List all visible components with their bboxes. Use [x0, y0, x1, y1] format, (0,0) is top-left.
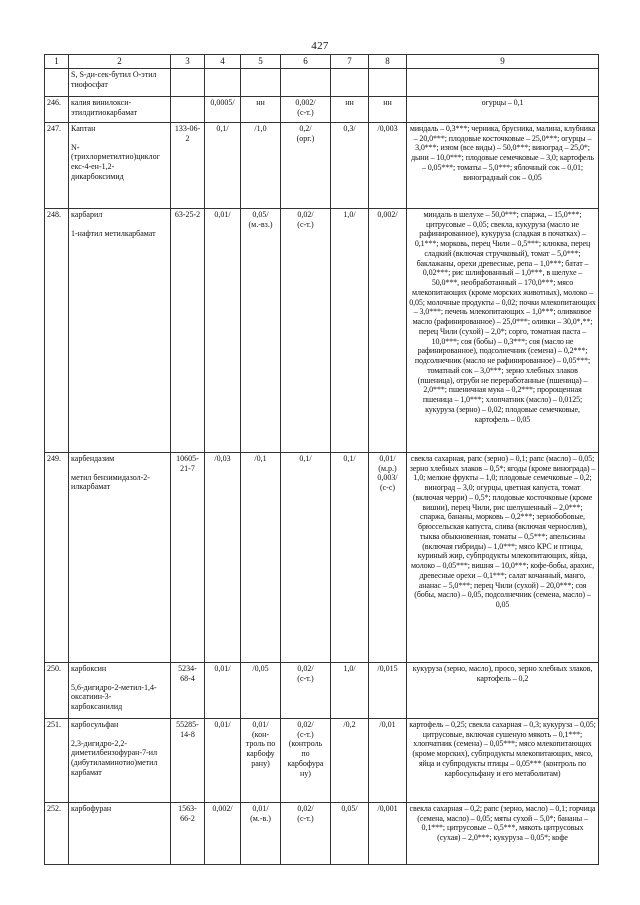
value-col4: 0,0005/: [205, 96, 241, 122]
value-col4: 0,01/: [205, 718, 241, 802]
col-header: 9: [407, 55, 599, 69]
col-header: 4: [205, 55, 241, 69]
name-line: карбамат: [71, 767, 102, 777]
usage-limits: кукуруза (зерно, масло), просо, зерно хлебных злаков, картофель – 0,2: [407, 662, 599, 718]
value-col4: 0,1/: [205, 122, 241, 208]
page-number: 427: [311, 40, 329, 52]
usage-limits: миндаль в шелухе – 50,0***; спаржа, – 15,0***; цитрусовые – 0,05; свекла, кукуруза (масло не рафинированное), кукуруза (сладкая в початках) – 0,1***; морковь, перец Чили – 0,5***; клюква, перец сладкий (включая стручковый), томат – 5,0***; баклажаны, орехи древесные, репа – 1,0***; батат – 0,02***; рис шлифованный – 1,0***, в шелухе – 50,0***, необработанный – 170,0***; мясо млекопитающих (кроме морских животных), молоко – 0,05; молочные продукты – 0,02; почки млекопитающих – 3,0***; печень млекопитающих – 1,0***; оливковое масло (рафинированное) – 25,0***; оливки – 30,0*,**; перец Чили (сухой) – 2,0*; сорго, томатная паста – 10,0***; соя (бобы) – 0,3***; соя (масло не рафинированное), подсолнечник (семена) – 0,2***; подсолнечник (масло не рафинированное) – 0,05***; томатный сок – 3,0***; зерно хлебных злаков (пшеница), отруби не переработанные (пшеница) – 2,0***; пшеничная мука – 0,2***; пророщенная пшеница – 1,0***; хлопчатник (масло) – 0,0125; кукуруза (зерно) – 0,02; плодовые семечковые, картофель – 0,05: [407, 208, 599, 452]
col-header: 7: [331, 55, 369, 69]
substance-name: [69, 718, 171, 802]
value-col4: /0,03: [205, 452, 241, 662]
row-number: 250.: [45, 662, 69, 718]
name-line: [71, 134, 168, 143]
value-col5: [241, 68, 281, 96]
row-number: 247.: [45, 122, 69, 208]
name-line: [71, 730, 168, 739]
name-line: оксатиин-3-: [71, 692, 112, 702]
value-col6: 0,02/ (с-т.): [281, 662, 331, 718]
cas-number: [171, 68, 205, 96]
row-number: 246.: [45, 96, 69, 122]
col-header: 2: [69, 55, 171, 69]
name-line: (трихлорметилтио)циклог: [71, 152, 160, 162]
row-number: [45, 68, 69, 96]
name-line: Каптан: [71, 123, 96, 133]
substance-name: [69, 208, 171, 452]
substance-name: [69, 452, 171, 662]
name-line: карбарил: [71, 209, 103, 219]
name-line: екс-4-ен-1,2-: [71, 162, 115, 172]
value-col7: [331, 68, 369, 96]
cas-number: 5234- 68-4: [171, 662, 205, 718]
value-col7: нн: [331, 96, 369, 122]
value-col4: 0,002/: [205, 802, 241, 864]
table-row: [45, 802, 599, 864]
usage-limits: картофель – 0,25; свекла сахарная – 0,3; кукуруза – 0,05; цитрусовые, включая сушеную мякоть – 0,1***; хлопчатник (семена) – 0,05***; мясо млекопитающих (кроме морских), субпродукты млекопитающих, мясо, яйца и субпродукты птицы – 0,05*** (контроль по карбосульфану и его метаболитам): [407, 718, 599, 802]
value-col6: 0,02/ (с-т.) (контроль по карбофура ну): [281, 718, 331, 802]
substance-name: [69, 802, 171, 864]
name-line: N-: [71, 142, 80, 152]
value-col7: 1,0/: [331, 662, 369, 718]
value-col5: 0,01/ (кон- троль по карбофу рану): [241, 718, 281, 802]
value-col5: 0,01/ (м.-в.): [241, 802, 281, 864]
col-header: 1: [45, 55, 69, 69]
value-col7: 0,1/: [331, 452, 369, 662]
name-line: карбофуран: [71, 803, 112, 813]
value-col7: 0,3/: [331, 122, 369, 208]
col-header: 5: [241, 55, 281, 69]
row-number: 252.: [45, 802, 69, 864]
value-col6: 0,02/ (с-т.): [281, 802, 331, 864]
table-row: [45, 718, 599, 802]
cas-number: 1563- 66-2: [171, 802, 205, 864]
name-line: [71, 464, 168, 473]
table-row: [45, 122, 599, 208]
row-number: 251.: [45, 718, 69, 802]
value-col8: /0,015: [369, 662, 407, 718]
usage-limits: [407, 68, 599, 96]
name-line: [71, 220, 168, 229]
value-col4: 0,01/: [205, 662, 241, 718]
substance-name: [69, 96, 171, 122]
value-col6: 0,2/ (орг.): [281, 122, 331, 208]
name-line: этилдитиокарбамат: [71, 107, 138, 117]
value-col5: 0,05/ (м.-вз.): [241, 208, 281, 452]
usage-limits: огурцы – 0,1: [407, 96, 599, 122]
name-line: 1-нафтил метилкарбамат: [71, 228, 156, 238]
name-line: 2,3-дигидро-2,2-: [71, 738, 127, 748]
substance-name: [69, 662, 171, 718]
value-col8: 0,01/ (м.р.) 0,003/ (с-с): [369, 452, 407, 662]
value-col4: [205, 68, 241, 96]
table-row: [45, 208, 599, 452]
cas-number: 133-06- 2: [171, 122, 205, 208]
value-col8: /0,01: [369, 718, 407, 802]
name-line: S, S-ди-сек-бутил О-этил: [71, 69, 157, 79]
col-header: 8: [369, 55, 407, 69]
table-row: [45, 662, 599, 718]
value-col7: /0,2: [331, 718, 369, 802]
value-col5: /1,0: [241, 122, 281, 208]
name-line: метил бензимидазол-2-: [71, 472, 150, 482]
usage-limits: свекла сахарная – 0,2; рапс (зерно, масло) – 0,1; горчица (семена, масло) – 0,05; мяты сухой – 5,0*; бананы – 0,1***; цитрусовые – 0,5***, мякоть цитрусовых (сухая) – 2,0***; кукуруза – 0,05*; кофе: [407, 802, 599, 864]
name-line: 5,6-дигидро-2-метил-1,4-: [71, 682, 157, 692]
pesticide-table: [44, 54, 599, 865]
table-row: [45, 452, 599, 662]
table-row: [45, 96, 599, 122]
name-line: дикарбоксимид: [71, 171, 124, 181]
value-col6: 0,02/ (с-т.): [281, 208, 331, 452]
name-line: тиофосфат: [71, 79, 108, 89]
value-col5: нн: [241, 96, 281, 122]
name-line: карбосульфан: [71, 719, 119, 729]
name-line: калия винилокси-: [71, 97, 132, 107]
col-header: 3: [171, 55, 205, 69]
header-row: [45, 55, 599, 69]
value-col5: /0,1: [241, 452, 281, 662]
name-line: карбоксанилид: [71, 702, 123, 712]
cas-number: [171, 96, 205, 122]
value-col4: 0,01/: [205, 208, 241, 452]
value-col5: /0,05: [241, 662, 281, 718]
value-col7: 0,05/: [331, 802, 369, 864]
value-col7: 1,0/: [331, 208, 369, 452]
value-col6: 0,002/ (с-т.): [281, 96, 331, 122]
value-col6: [281, 68, 331, 96]
name-line: илкарбамат: [71, 482, 111, 492]
name-line: (дибутиламинотио)метил: [71, 758, 158, 768]
name-line: карбендазим: [71, 453, 115, 463]
value-col8: /0,003: [369, 122, 407, 208]
name-line: карбоксин: [71, 663, 107, 673]
substance-name: [69, 68, 171, 96]
col-header: 6: [281, 55, 331, 69]
value-col8: /0,001: [369, 802, 407, 864]
table-row: [45, 68, 599, 96]
usage-limits: свекла сахарная, рапс (зерно) – 0,1; рапс (масло) – 0,05; зерно хлебных злаков – 0,5*; ягоды (кроме винограда) – 1,0; мелкие фрукты – 1,0; плодовые семечковые – 0,2; виноград – 3,0; огурцы, цветная капуста, томат (включая черри) – 0,5*; плодовые косточковые (кроме вишни), перец Чили, рис шелушенный – 2,0***; спаржа, бананы, морковь – 0,2***; зернобобовые, брюссельская капуста, слива (включая чернослив), тыква обыкновенная, томаты – 0,5***; апельсины (включая гибриды) – 1,0***; мясо КРС и птицы, куриный жир, субпродукты млекопитающих, яйца, молоко – 0,05***; вишня – 10,0***; кофе-бобы, арахис, древесные орехи – 0,1***; салат кочанный, манго, ананас – 5,0***; перец Чили (сухой) – 20,0***; соя (бобы, масло) – 0,05, подсолнечник (семена, масло) – 0,05: [407, 452, 599, 662]
value-col8: нн: [369, 96, 407, 122]
value-col6: 0,1/: [281, 452, 331, 662]
substance-name: [69, 122, 171, 208]
usage-limits: миндаль – 0,3***; черника, брусника, малина, клубника – 20,0***; плодовые косточковые – 25,0***; огурцы – 3,0***; изюм (все виды) – 50,0***; виноград – 25,0*; дыни – 10,0***; плодовые семечковые – 3,0; картофель – 0,05***; томаты – 5,0***; яблочный сок – 0,01; виноградный сок – 0,05: [407, 122, 599, 208]
name-line: диметилбензофуран-7-ил: [71, 748, 158, 758]
row-number: 248.: [45, 208, 69, 452]
row-number: 249.: [45, 452, 69, 662]
value-col8: 0,002/: [369, 208, 407, 452]
cas-number: 63-25-2: [171, 208, 205, 452]
cas-number: 55285- 14-8: [171, 718, 205, 802]
cas-number: 10605- 21-7: [171, 452, 205, 662]
name-line: [71, 674, 168, 683]
value-col8: [369, 68, 407, 96]
